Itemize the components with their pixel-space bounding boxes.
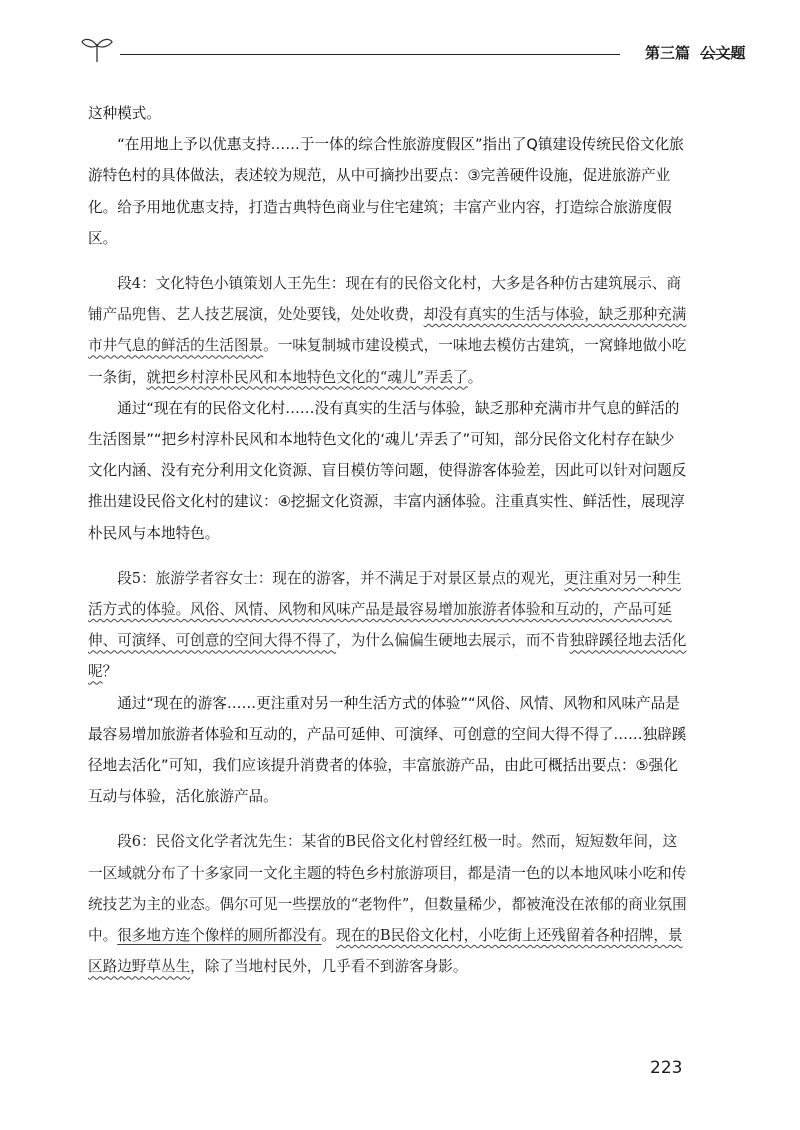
chapter-label: 公文题 xyxy=(700,44,746,62)
sprout-icon xyxy=(80,34,114,64)
page-header xyxy=(80,34,746,74)
text-run: 。 xyxy=(467,368,483,386)
source-paragraph-6 xyxy=(88,826,688,982)
underlined-phrase: 现在的B民俗文化村，小吃街上还残留着各种招牌，景区路边野草丛生 xyxy=(88,927,683,976)
underlined-phrase: 就把乡村淳朴民风和本地特色文化的“魂儿”弄丢了 xyxy=(146,368,468,386)
underlined-phrase: 独辟蹊径地去活化呢 xyxy=(88,632,687,681)
underlined-phrase: 更注重对另一种生活方式的体验。风俗、风情、风物和风味产品是最容易增加旅游者体验和互动的，产品可延伸、可演绎、可创意的空间大得不得了 xyxy=(88,569,682,650)
text-run: 。一味复制城市建设模式，一味地去模仿古建筑，一窝蜂地做小吃一条街， xyxy=(88,337,687,386)
page-number: 223 xyxy=(650,1058,683,1078)
header-rule-right xyxy=(700,54,740,55)
section-label: 第三篇 xyxy=(645,44,691,62)
source-paragraph-4 xyxy=(88,268,688,393)
text-run: 段4：文化特色小镇策划人王先生：现在有的民俗文化村，大多是各种仿古建筑展示、商铺产品兜售、艺人技艺展演，处处要钱，处处收费， xyxy=(88,275,682,324)
text-run: 段6：民俗文化学者沈先生：某省的B民俗文化村曾经红极一时。然而，短短数年间，这一区域就分布了十多家同一文化主题的特色乡村旅游项目，都是清一色的以本地风味小吃和传统技艺为主的业态。偶尔可见一些摆放的“老物件”，但数量稀少，都被淹没在浓郁的商业氛围中。 xyxy=(88,833,687,945)
underlined-phrase: 却没有真实的生活与体验，缺乏那种充满市井气息的鲜活的生活图景 xyxy=(88,306,687,355)
text-run: ，除了当地村民外，几乎看不到游客身影。 xyxy=(190,958,468,976)
text-run: 。 xyxy=(321,927,337,945)
text-run: ？ xyxy=(102,663,118,681)
analysis-paragraph-3: “在用地上予以优惠支持……于一体的综合性旅游度假区”指出了Q镇建设传统民俗文化旅游特色村的具体做法，表述较为规范，从中可摘抄出要点：③完善硬件设施，促进旅游产业化。给予用地优惠支持，打造古典特色商业与住宅建筑；丰富产业内容，打造综合旅游度假区。 xyxy=(88,136,684,247)
source-paragraph-5 xyxy=(88,563,688,688)
underlined-phrase: 很多地方连个像样的厕所都没有 xyxy=(117,927,322,945)
analysis-paragraph-4: 通过“现在有的民俗文化村……没有真实的生活与体验，缺乏那种充满市井气息的鲜活的生活图景”“把乡村淳朴民风和本地特色文化的‘魂儿’弄丢了”可知，部分民俗文化村存在缺少文化内涵、没有充分利用文化资源、盲目模仿等问题，使得游客体验差，因此可以针对问题反推出建设民俗文化村的建议：④挖掘文化资源，丰富内涵体验。注重真实性、鲜活性，展现淳朴民风与本地特色。 xyxy=(88,399,687,542)
text-run: 段5：旅游学者容女士：现在的游客，并不满足于对景区景点的观光， xyxy=(117,569,565,587)
page-body xyxy=(88,98,688,982)
text-run: ，为什么偏偏生硬地去展示，而不肯 xyxy=(336,632,570,650)
header-title xyxy=(645,42,745,63)
paragraph-continuation: 这种模式。 xyxy=(88,105,161,122)
analysis-paragraph-5: 通过“现在的游客……更注重对另一种生活方式的体验”“风俗、风情、风物和风味产品是最容易增加旅游者体验和互动的，产品可延伸、可演绎、可创意的空间大得不得了……独辟蹊径地去活化”可知，我们应该提升消费者的体验，丰富旅游产品，由此可概括出要点：⑤强化互动与体验，活化旅游产品。 xyxy=(88,694,687,806)
header-rule-left xyxy=(120,54,620,55)
